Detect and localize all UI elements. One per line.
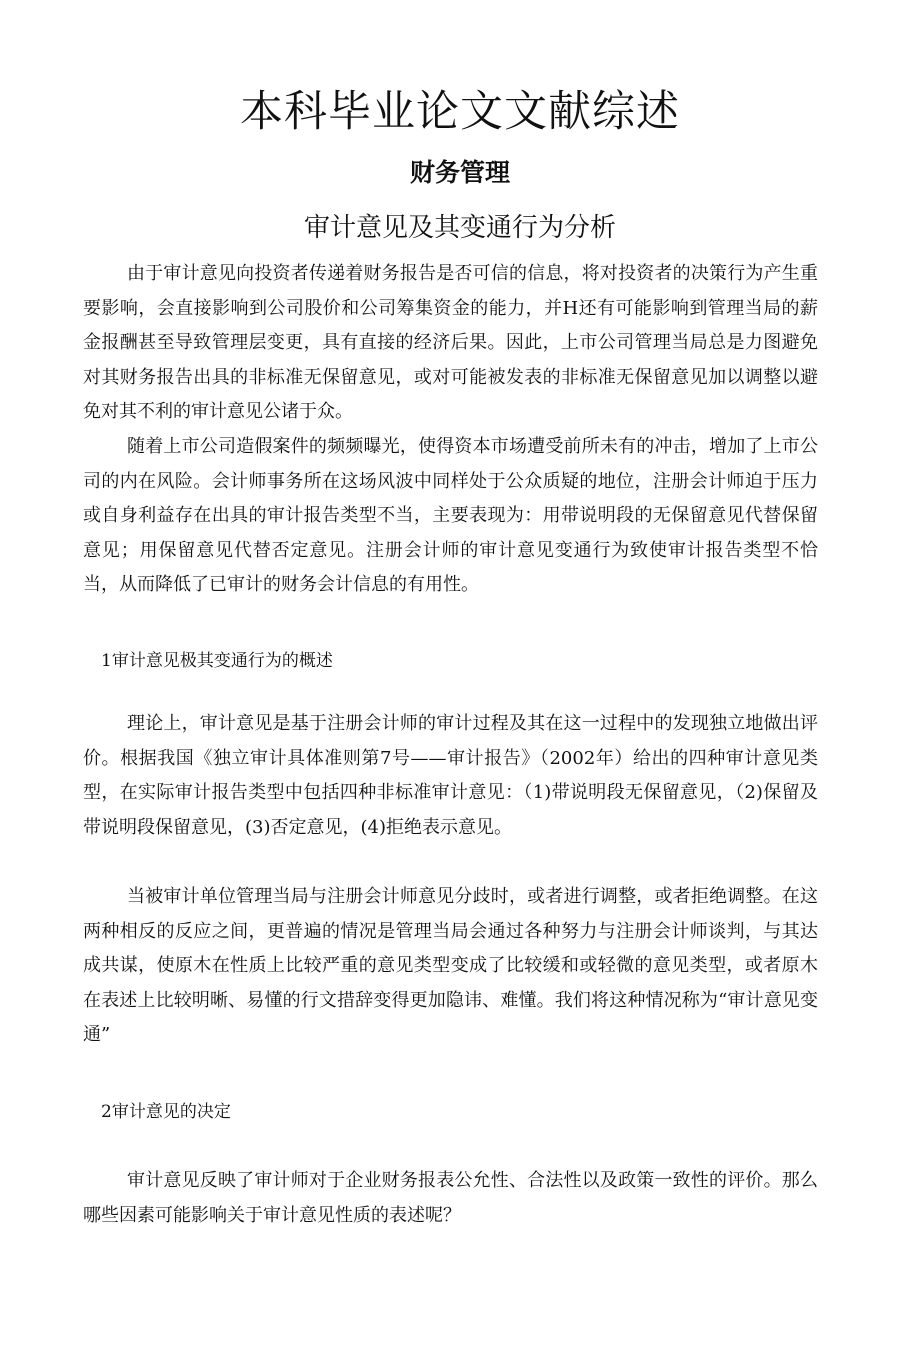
- intro-paragraph-1: 由于审计意见向投资者传递着财务报告是否可信的信息，将对投资者的决策行为产生重要影响，会直接影响到公司股价和公司筹集资金的能力，并H还有可能影响到管理当局的薪金报酬甚至导致管理层变更，具有直接的经济后果。因此，上市公司管理当局总是力图避免对其财务报告出具的非标准无保留意见，或对可能被发表的非标准无保留意见加以调整以避免对其不利的审计意见公诸于众。: [83, 263, 818, 422]
- section-1-paragraph-2: 当被审计单位管理当局与注册会计师意见分歧时，或者进行调整，或者拒绝调整。在这两种相反的反应之间，更普遍的情况是管理当局会通过各种努力与注册会计师谈判，与其达成共谋，使原木在性质上比较严重的意见类型变成了比较缓和或轻微的意见类型，或者原木在表述上比较明晰、易懂的行文措辞变得更加隐讳、难懂。我们将这种情况称为“审计意见变通”: [83, 886, 818, 1045]
- intro-paragraph-2: 随着上市公司造假案件的频频曝光，使得资本市场遭受前所未有的冲击，增加了上市公司的内在风险。会计师事务所在这场风波中同样处于公众质疑的地位，注册会计师迫于压力或自身利益存在出具的审计报告类型不当，主要表现为：用带说明段的无保留意见代替保留意见；用保留意见代替否定意见。注册会计师的审计意见变通行为致使审计报告类型不恰当，从而降低了已审计的财务会计信息的有用性。: [83, 436, 818, 595]
- paper-title: 审计意见及其变通行为分析: [303, 213, 616, 243]
- document-title: 本科毕业论文文献综述: [240, 87, 680, 137]
- section-1-paragraph-1: 理论上，审计意见是基于注册会计师的审计过程及其在这一过程中的发现独立地做出评价。根据我国《独立审计具体准则第7号——审计报告》（2002年）给出的四种审计意见类型，在实际审计报告类型中包括四种非标准审计意见：（1)带说明段无保留意见，（2)保留及带说明段保留意见，(3)否定意见，(4)拒绝表示意见。: [83, 713, 818, 838]
- section-1-heading: 1审计意见极其变通行为的概述: [101, 651, 333, 671]
- section-2-paragraph-1: 审计意见反映了审计师对于企业财务报表公允性、合法性以及政策一致性的评价。那么哪些因素可能影响关于审计意见性质的表述呢？: [83, 1170, 818, 1226]
- subject-heading: 财务管理: [409, 158, 510, 187]
- section-2-heading: 2审计意见的决定: [101, 1102, 231, 1122]
